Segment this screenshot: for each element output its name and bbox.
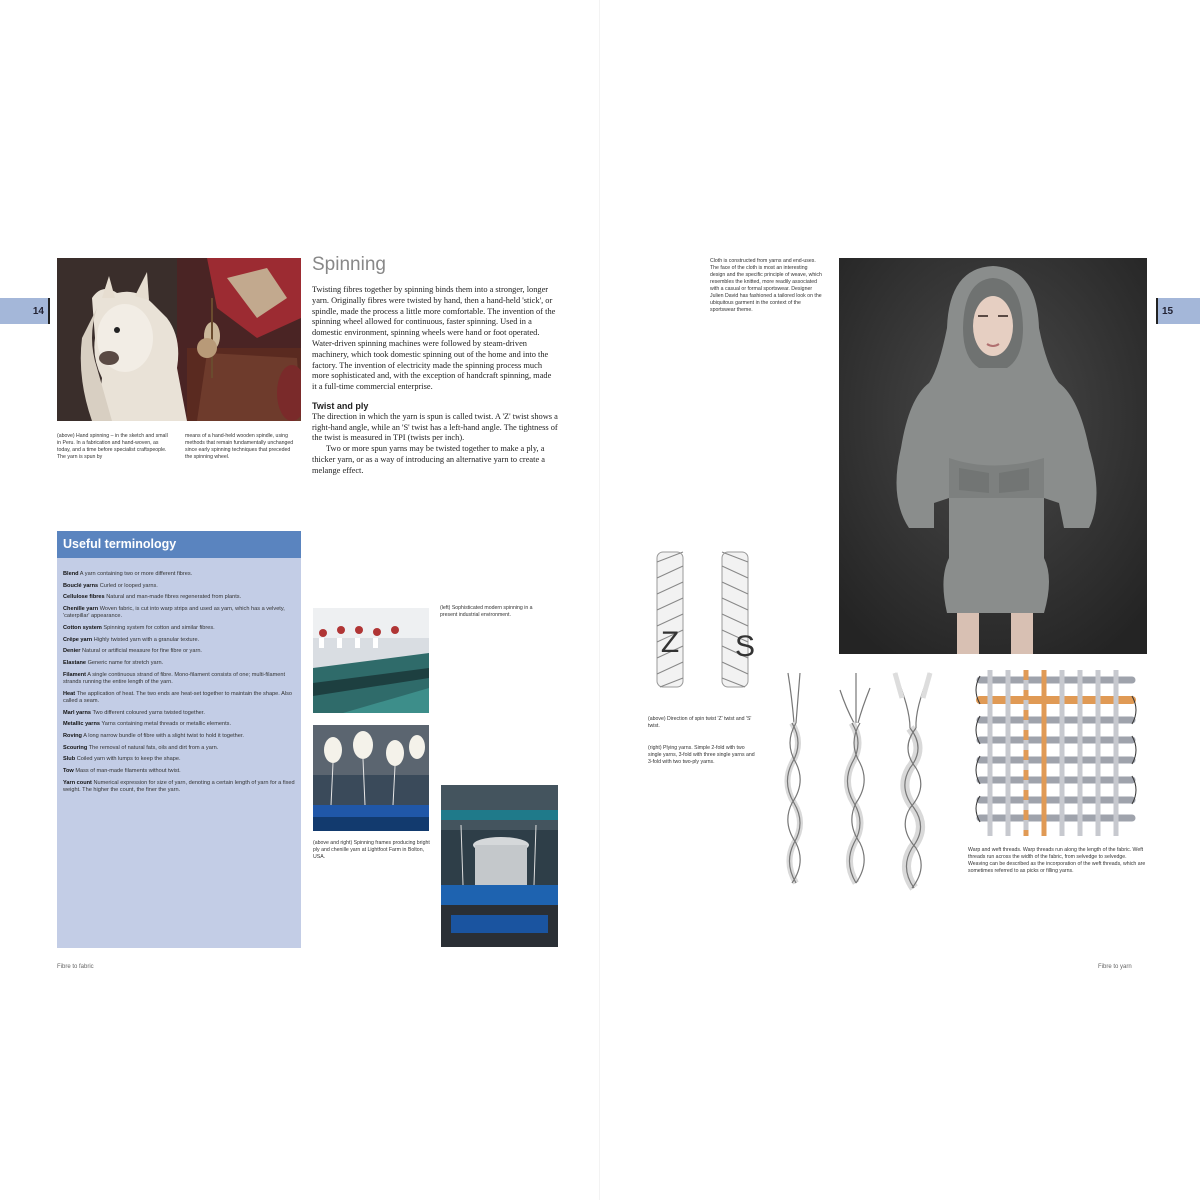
page-number-right: 15 <box>1162 305 1174 317</box>
page-number-left: 14 <box>32 305 44 317</box>
page-number-tab-right <box>1158 298 1200 324</box>
twist-paragraph: The direction in which the yarn is spun is called twist. A 'Z' twist shows a right-hand angle, while an 'S' twist has a left-hand angle. The tightness of the twist is measured in TPI (twists per inch). <box>312 411 558 443</box>
terminology-item <box>63 721 295 728</box>
grey-hoodie-model-illustration <box>839 258 1147 654</box>
term-definition: Woven fabric, is cut into warp strips and used as yarn, which has a velvety, 'caterpillar' appearance. <box>63 606 285 620</box>
ply-paragraph: Two or more spun yarns may be twisted together to make a ply, a thicker yarn, or as a way of introducing an alternative yarn to create a melange effect. <box>312 444 545 475</box>
term-name: Marl yarns <box>63 709 91 716</box>
subheading-twist-ply: Twist and ply <box>312 400 369 411</box>
term-name: Blend <box>63 571 79 577</box>
term-name: Heat <box>63 690 76 697</box>
page-number-tab-left <box>0 298 48 324</box>
term-name: Bouclé yarns <box>63 582 99 589</box>
model-caption: Cloth is constructed from yarns and end-uses. The face of the cloth is most an interesting design and the specific principle of weave, which resembles the knitted, more readily associated with a casual or formal sportswear. Designer Julien David has fashioned a tailored look on the ubiquitous garment in the context of the sportswear theme. <box>710 258 822 313</box>
twist-caption-2: (right) Plying yarns. Simple 2-fold with two single yarns, 3-fold with three single yarns and 3-fold with two two-ply yarns. <box>648 745 755 765</box>
terminology-item <box>63 583 295 590</box>
term-definition: Yarns containing metal threads or metallic elements. <box>101 721 231 728</box>
body-paragraph: Twisting fibres together by spinning binds them into a stronger, longer yarn. Originally fibres were twisted by hand, then a hand-held 'stick', or spindle, made the process a little more comfortable. The invention of the spinning wheel allowed for continuous, faster spinning. Used in a domestic environment, spinning wheels were hand or foot operated. Water-driven spinning machines were followed by steam-driven machinery, which took domestic spinning out of the home and into the factory. The invention of electricity made the spinning process much more sophisticated and, with the exception of handcraft spinning, made it a full-time commercial enterprise. <box>312 285 556 392</box>
terminology-item <box>63 710 295 717</box>
terminology-item <box>63 594 295 601</box>
spinning-machinery-illustration <box>313 608 429 713</box>
factory-photo-3 <box>441 785 558 947</box>
photo-caption-right: means of a hand-held wooden spindle, using methods that remain fundamentally unchanged since early spinning techniques that preceded the spinning wheel. <box>185 433 294 460</box>
term-name: Chenille yarn <box>63 606 99 613</box>
model-photo <box>839 258 1147 654</box>
term-definition: Mass of man-made filaments without twist. <box>75 768 181 775</box>
terminology-item <box>63 660 295 667</box>
term-definition: Curled or looped yarns. <box>99 582 158 589</box>
ply-diagram <box>770 668 960 893</box>
terminology-item <box>63 756 295 763</box>
term-definition: Generic name for stretch yarn. <box>87 660 164 667</box>
plied-yarns-illustration <box>770 668 960 893</box>
term-name: Crêpe yarn <box>63 636 93 643</box>
twist-diagram <box>650 550 760 690</box>
terminology-item <box>63 691 295 705</box>
term-definition: Highly twisted yarn with a granular texture. <box>93 636 200 643</box>
llama-spinning-photo <box>57 258 301 421</box>
s-twist-label: S <box>734 630 755 663</box>
term-name: Slub <box>63 756 76 763</box>
term-definition: Natural and man-made fibres regenerated from plants. <box>106 594 242 601</box>
term-definition: A single continuous strand of fibre. Mono-filament consists of one; multi-filament strands running the entire length of the yarn. <box>63 671 286 686</box>
z-twist-label: Z <box>660 626 680 659</box>
term-definition: Natural or artificial measure for fine fibre or yarn. <box>81 648 202 655</box>
page-gutter <box>599 0 600 1200</box>
terminology-item <box>63 780 295 794</box>
term-name: Scouring <box>63 744 88 751</box>
terminology-list <box>57 558 301 794</box>
factory-caption-2: (above and right) Spinning frames producing bright ply and chenille yarn at Lightfoot Farm in Bolton, USA. <box>313 840 430 860</box>
term-name: Tow <box>63 768 74 775</box>
warp-weft-weave-illustration <box>968 668 1144 838</box>
term-definition: Coiled yarn with lumps to keep the shape. <box>76 756 181 763</box>
llama-illustration <box>57 258 301 421</box>
z-twist-yarn <box>657 552 683 687</box>
terminology-item <box>63 672 295 686</box>
yarn-bobbins-illustration <box>313 725 429 831</box>
s-twist-yarn <box>722 552 748 687</box>
term-definition: Spinning system for cotton and similar fibres. <box>103 625 215 632</box>
terminology-item <box>63 745 295 752</box>
term-definition: A long narrow bundle of fibre with a slight twist to hold it together. <box>83 733 244 740</box>
term-name: Cellulose fibres <box>63 594 105 601</box>
spinning-body-text <box>312 285 558 485</box>
term-definition: A yarn containing two or more different fibres. <box>79 571 193 577</box>
term-name: Cotton system <box>63 625 102 632</box>
terminology-item <box>63 768 295 775</box>
term-definition: The application of heat. The two ends are heat-set together to maintain the shape. Also called a seam. <box>63 690 292 704</box>
weave-diagram <box>968 668 1144 838</box>
factory-caption-1: (left) Sophisticated modern spinning in a present industrial environment. <box>440 605 533 618</box>
terminology-heading: Useful terminology <box>57 531 301 558</box>
spinning-frame-illustration <box>441 785 558 947</box>
z-s-twist-illustration <box>650 550 760 690</box>
terminology-item <box>63 637 295 644</box>
terminology-item <box>63 733 295 740</box>
terminology-item <box>63 571 295 578</box>
term-definition: The removal of natural fats, oils and dirt from a yarn. <box>88 744 219 751</box>
term-name: Metallic yarns <box>63 721 100 728</box>
terminology-item <box>63 648 295 655</box>
terminology-item <box>63 606 295 620</box>
factory-photo-1 <box>313 608 429 713</box>
term-name: Denier <box>63 648 81 655</box>
section-title: Spinning <box>312 254 386 275</box>
terminology-item <box>63 625 295 632</box>
weave-caption: Warp and weft threads. Warp threads run along the length of the fabric. Weft threads run across the width of the fabric, from selvedge to selvedge. Weaving can be described as the incorporation of the weft threads, which are sometimes referred to as picks or filling yarns. <box>968 847 1146 874</box>
photo-caption-left: (above) Hand spinning – in the sketch and small in Peru. In a fabrication and hand-woven, as today, and a time before specialist craftspeople. The yarn is spun by <box>57 433 168 460</box>
footer-right: Fibre to yarn <box>1098 964 1132 970</box>
footer-left: Fibre to fabric <box>57 964 94 970</box>
factory-photo-2 <box>313 725 429 831</box>
tab-edge-left <box>48 298 50 324</box>
term-name: Yarn count <box>63 779 92 786</box>
term-name: Filament <box>63 671 87 678</box>
tab-edge-right <box>1156 298 1158 324</box>
term-definition: Two different coloured yarns twisted together. <box>92 709 205 716</box>
twist-caption-1: (above) Direction of spin twist 'Z' twist and 'S' twist. <box>648 716 752 729</box>
term-name: Elastane <box>63 660 87 667</box>
term-definition: Numerical expression for size of yarn, denoting a certain length of yarn for a fixed weight. The higher the count, the finer the yarn. <box>63 779 295 794</box>
term-name: Roving <box>63 733 82 740</box>
terminology-box <box>57 531 301 948</box>
